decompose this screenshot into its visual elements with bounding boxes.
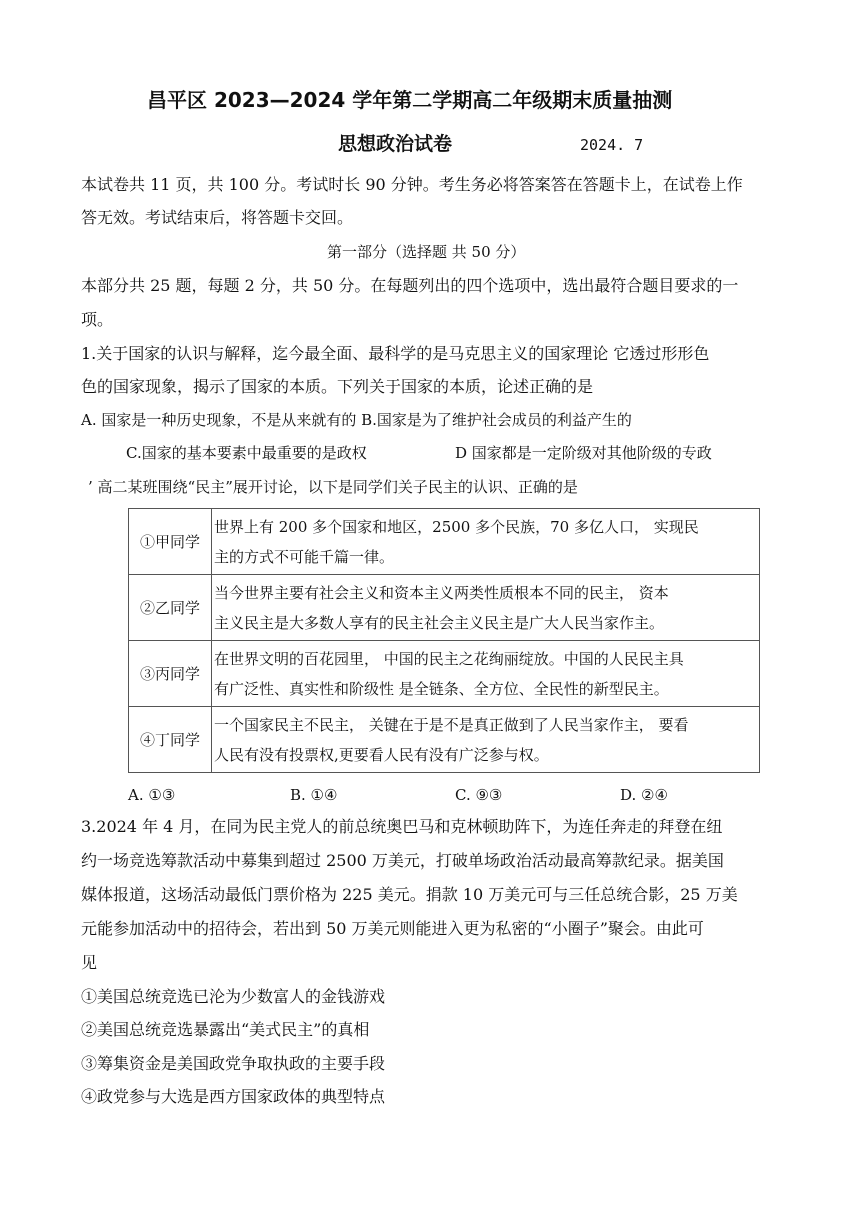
- q1-stem-line-1: 1.关于国家的认识与解释，迄今最全面、最科学的是马克思主义的国家理论 它透过形形色: [81, 344, 710, 363]
- q3-item-3: ③筹集资金是美国政党争取执政的主要手段: [81, 1054, 386, 1073]
- q3-stem-line-5: 见: [81, 953, 98, 972]
- q2-option-c: C. ⑨③: [455, 786, 503, 804]
- intro-line-1: 本试卷共 11 页，共 100 分。考试时长 90 分钟。考生务必将答案答在答题卡上，在试卷上作: [81, 175, 743, 194]
- student-opinion: [212, 707, 760, 773]
- exam-title: 昌平区 2023—2024 学年第二学期高二年级期末质量抽测: [147, 88, 673, 112]
- table-row: [129, 509, 760, 575]
- opinion-line: 在世界文明的百花园里， 中国的民主之花绚丽绽放。中国的人民民主具: [214, 649, 684, 668]
- q2-option-a: A. ①③: [128, 786, 176, 804]
- exam-date: 2024. 7: [580, 136, 644, 154]
- q2-option-d: D. ②④: [620, 786, 668, 804]
- q3-item-2: ②美国总统竞选暴露出“美式民主”的真相: [81, 1020, 370, 1039]
- opinion-line: 主的方式不可能千篇一律。: [214, 547, 395, 566]
- table-row: [129, 641, 760, 707]
- q3-item-1: ①美国总统竞选已沦为少数富人的金钱游戏: [81, 987, 386, 1006]
- part1-heading: 第一部分（选择题 共 50 分）: [327, 243, 526, 261]
- q1-options-ab: A. 国家是一种历史现象，不是从来就有的 B.国家是为了维护社会成员的利益产生的: [81, 411, 632, 429]
- student-label: ③丙同学: [129, 641, 212, 707]
- part1-instruction-2: 项。: [81, 310, 114, 329]
- student-label: ④丁同学: [129, 707, 212, 773]
- q1-stem-line-2: 色的国家现象，揭示了国家的本质。下列关于国家的本质，论述正确的是: [81, 377, 594, 396]
- opinion-line: 主义民主是大多数人享有的民主社会主义民主是广大人民当家作主。: [214, 613, 665, 632]
- q2-opinion-table: [128, 508, 760, 773]
- q3-item-4: ④政党参与大选是西方国家政体的典型特点: [81, 1087, 386, 1106]
- exam-subtitle: 思想政治试卷: [338, 133, 453, 155]
- student-label: ②乙同学: [129, 575, 212, 641]
- q3-stem-line-1: 3.2024 年 4 月，在同为民主党人的前总统奥巴马和克林顿助阵下，为连任奔走的拜登在纽: [81, 817, 723, 836]
- q3-stem-line-2: 约一场竞选筹款活动中募集到超过 2500 万美元，打破单场政治活动最高筹款纪录。据美国: [81, 851, 724, 870]
- opinion-line: 世界上有 200 多个国家和地区，2500 多个民族，70 多亿人口， 实现民: [214, 517, 699, 536]
- student-opinion: [212, 575, 760, 641]
- student-label: ①甲同学: [129, 509, 212, 575]
- q2-stem: ’ 高二某班围绕“民主”展开讨论，以下是同学们关子民主的认识、正确的是: [88, 478, 578, 496]
- part1-instruction-1: 本部分共 25 题，每题 2 分，共 50 分。在每题列出的四个选项中，选出最符合题目要求的一: [81, 276, 739, 295]
- opinion-line: 有广泛性、真实性和阶级性 是全链条、全方位、全民性的新型民主。: [214, 679, 669, 698]
- opinion-line: 人民有没有投票权,更要看人民有没有广泛参与权。: [214, 745, 549, 764]
- q1-option-c: C.国家的基本要素中最重要的是政权: [126, 444, 367, 462]
- table-row: [129, 707, 760, 773]
- opinion-line: 一个国家民主不民主， 关键在于是不是真正做到了人民当家作主， 要看: [214, 715, 689, 734]
- q1-option-d: D 国家都是一定阶级对其他阶级的专政: [455, 444, 712, 462]
- opinion-line: 当今世界主要有社会主义和资本主义两类性质根本不同的民主， 资本: [214, 583, 669, 602]
- student-opinion: [212, 509, 760, 575]
- intro-line-2: 答无效。考试结束后，将答题卡交回。: [81, 208, 354, 227]
- q2-option-b: B. ①④: [290, 786, 338, 804]
- table-row: [129, 575, 760, 641]
- student-opinion: [212, 641, 760, 707]
- q3-stem-line-4: 元能参加活动中的招待会，若出到 50 万美元则能进入更为私密的“小圈子”聚会。由此可: [81, 919, 704, 938]
- q3-stem-line-3: 媒体报道，这场活动最低门票价格为 225 美元。捐款 10 万美元可与三任总统合影，25 万美: [81, 885, 738, 904]
